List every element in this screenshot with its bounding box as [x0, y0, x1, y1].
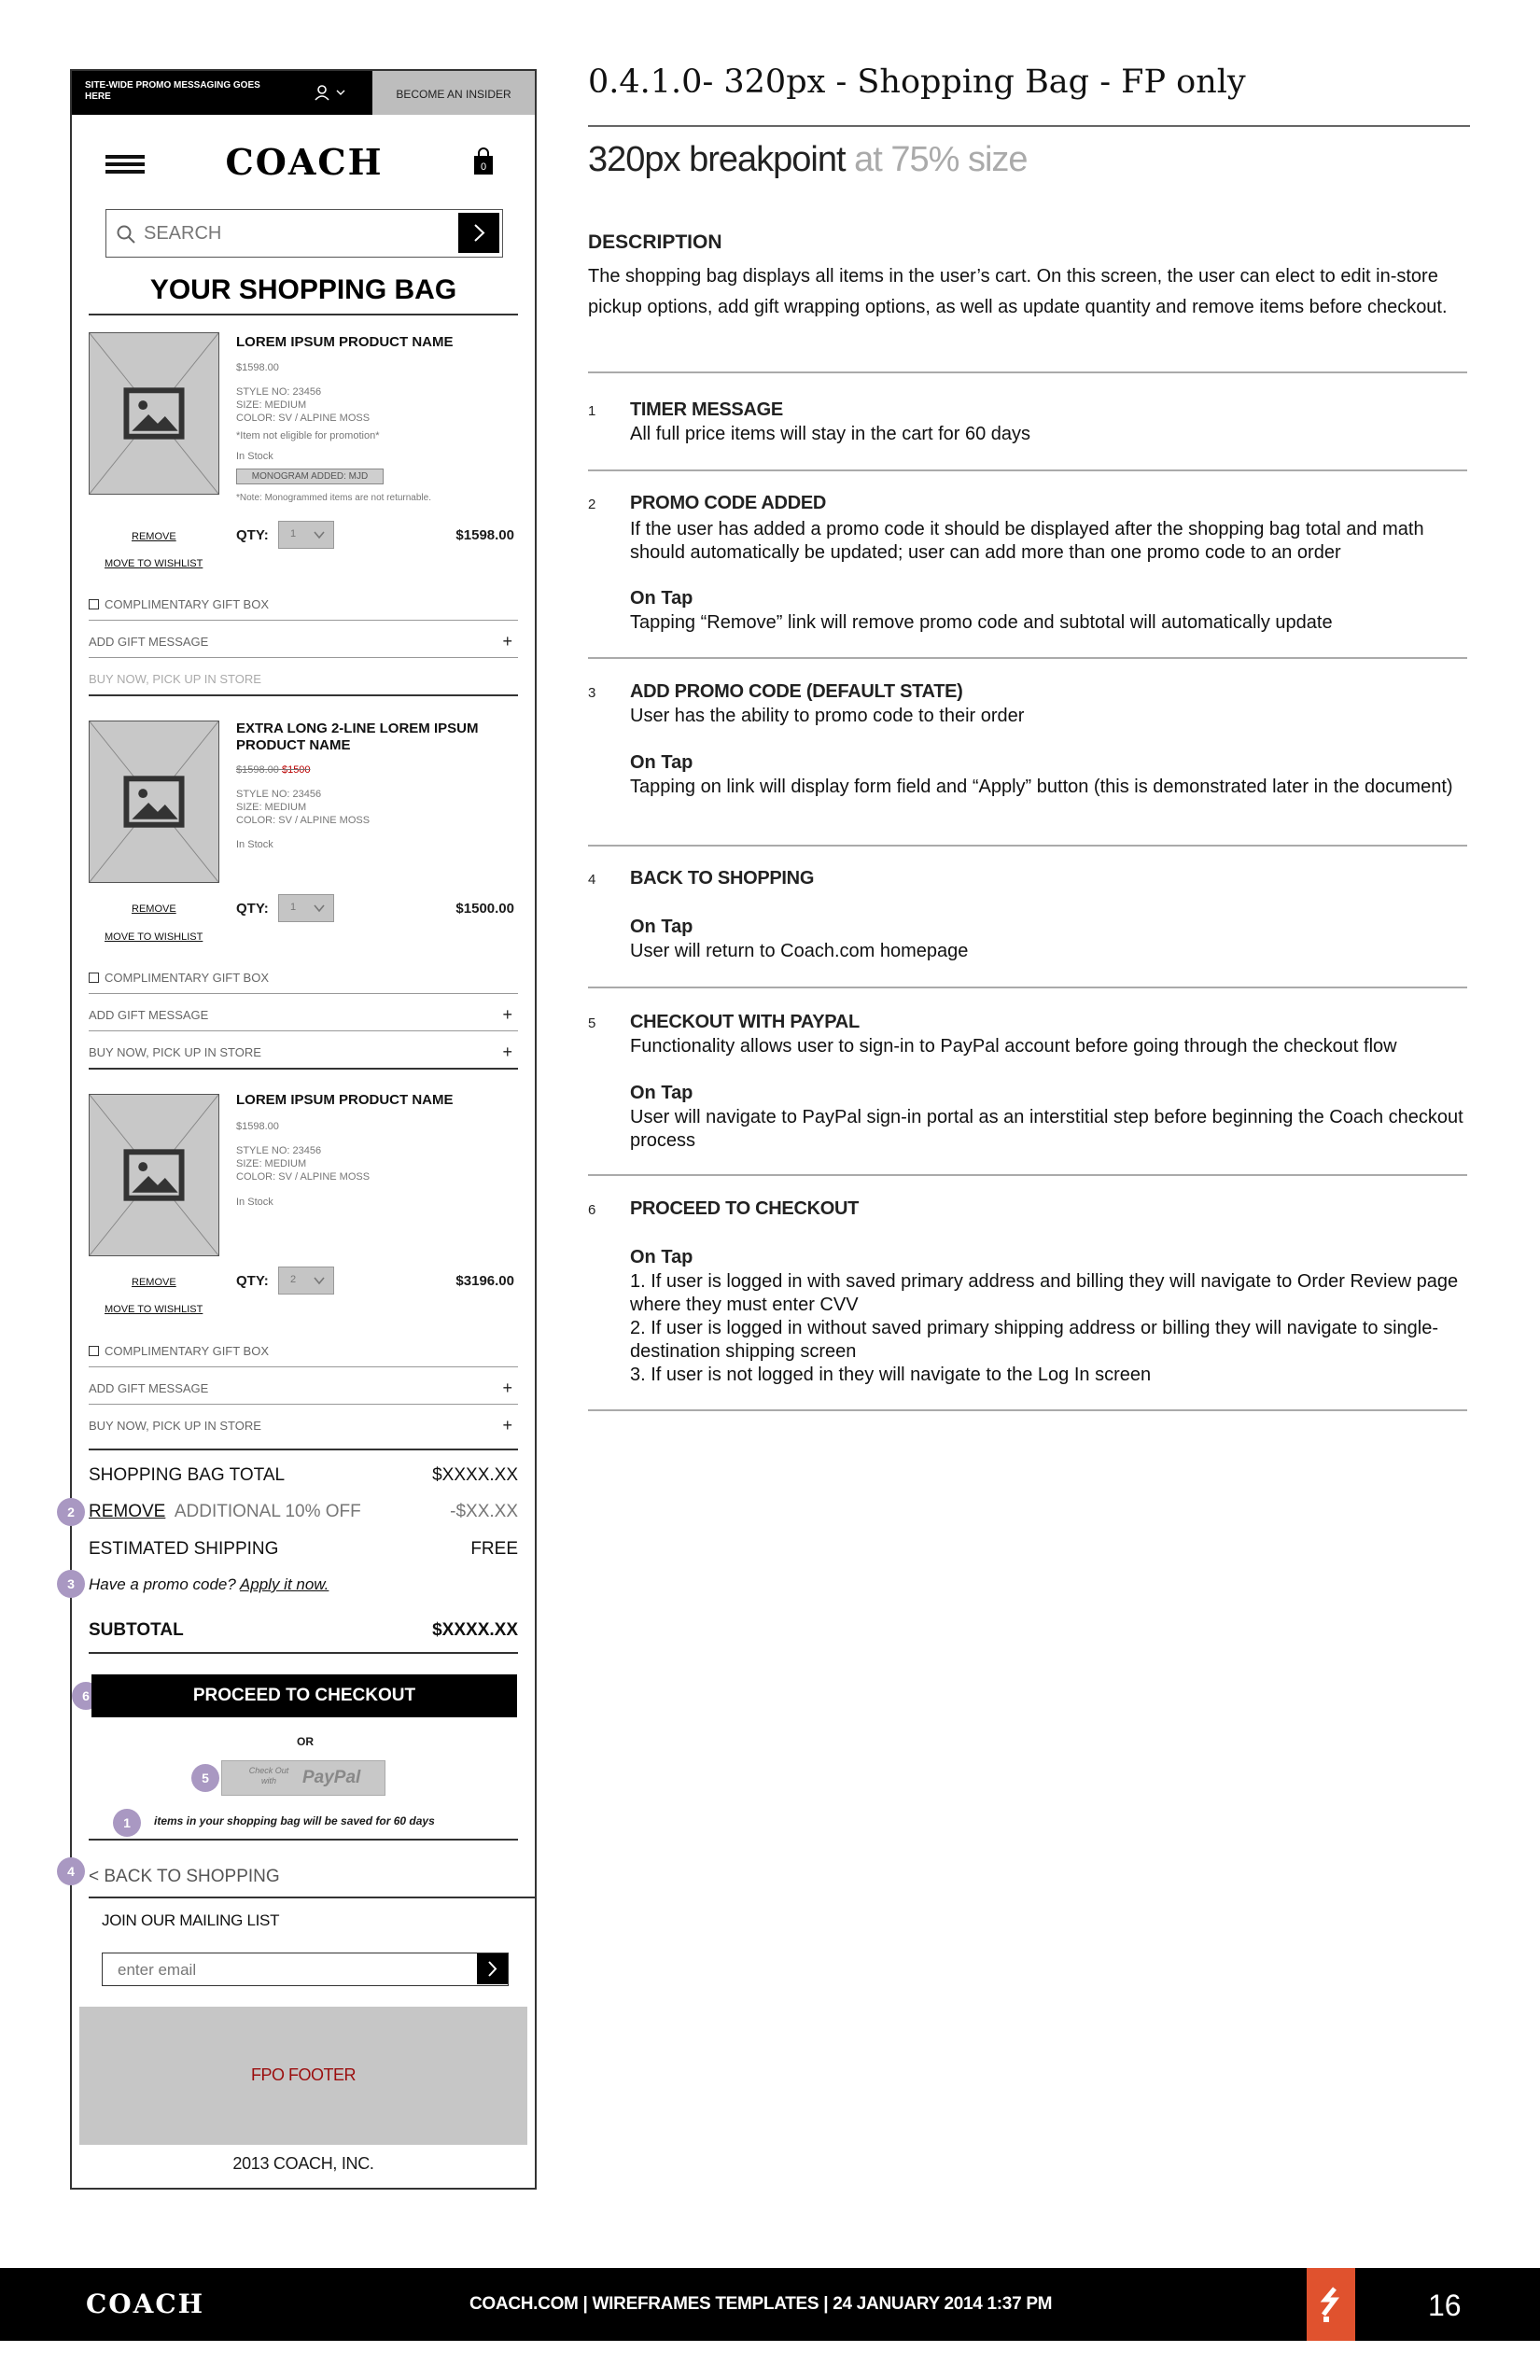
- product-size: SIZE: MEDIUM: [236, 399, 307, 411]
- bag-total-row: SHOPPING BAG TOTAL $XXXX.XX: [89, 1465, 518, 1485]
- product-color: COLOR: SV / ALPINE MOSS: [236, 413, 371, 424]
- hamburger-menu-icon[interactable]: [105, 155, 145, 177]
- account-icon[interactable]: [313, 82, 350, 105]
- on-tap-text: User will navigate to PayPal sign-in portal as an interstitial step before beginning the Coach checkout process: [630, 1107, 1463, 1151]
- on-tap-text: Tapping “Remove” link will remove promo code and subtotal will automatically update: [630, 612, 1333, 633]
- chevron-down-icon: [313, 1274, 326, 1287]
- gift-box-option[interactable]: COMPLIMENTARY GIFT BOX: [89, 1344, 518, 1358]
- callout-6: 6: [72, 1682, 100, 1710]
- apply-promo-link[interactable]: Apply it now.: [239, 1575, 329, 1593]
- or-divider: OR: [297, 1735, 314, 1748]
- line-total: $1500.00: [455, 901, 514, 917]
- product-size: SIZE: MEDIUM: [236, 802, 307, 813]
- shopping-bag-icon[interactable]: [473, 147, 494, 175]
- product-image[interactable]: [89, 721, 219, 883]
- pickup-in-store-row[interactable]: BUY NOW, PICK UP IN STORE +: [89, 1416, 512, 1435]
- coach-logo[interactable]: COACH: [225, 141, 384, 183]
- stock-status: In Stock: [236, 451, 273, 462]
- gift-box-checkbox[interactable]: [89, 973, 99, 983]
- plus-icon[interactable]: +: [502, 1005, 512, 1024]
- page-title: YOUR SHOPPING BAG: [149, 274, 457, 305]
- gift-box-checkbox[interactable]: [89, 1346, 99, 1356]
- remove-promo-link[interactable]: REMOVE: [89, 1502, 166, 1521]
- description-heading: DESCRIPTION: [588, 231, 722, 253]
- page-footer: [0, 2268, 1540, 2341]
- annotation-number: 4: [588, 872, 596, 888]
- promo-eligibility-note: *Item not eligible for promotion*: [236, 430, 380, 441]
- callout-2: 2: [57, 1498, 85, 1526]
- annotation-text: Functionality allows user to sign-in to PayPal account before going through the checkout flow: [630, 1036, 1397, 1057]
- qty-label: QTY:: [236, 527, 269, 543]
- quantity-select[interactable]: [278, 894, 334, 922]
- proceed-to-checkout-button[interactable]: PROCEED TO CHECKOUT: [91, 1674, 517, 1717]
- add-gift-message-row[interactable]: ADD GIFT MESSAGE +: [89, 1379, 512, 1397]
- annotation-number: 5: [588, 1015, 596, 1031]
- qty-label: QTY:: [236, 901, 269, 917]
- on-tap-heading: On Tap: [630, 1247, 693, 1267]
- annotation-heading: ADD PROMO CODE (DEFAULT STATE): [630, 681, 963, 702]
- annotation-text: User has the ability to promo code to their order: [630, 706, 1025, 726]
- add-gift-message-row[interactable]: ADD GIFT MESSAGE +: [89, 1005, 512, 1024]
- annotation-number: 2: [588, 497, 596, 512]
- page-number: 16: [1428, 2289, 1462, 2322]
- annotation-number: 6: [588, 1202, 596, 1218]
- product-sale-price: $1500: [281, 764, 311, 776]
- shipping-value: FREE: [470, 1539, 518, 1559]
- product-image[interactable]: [89, 1094, 219, 1256]
- chevron-down-icon: [313, 902, 326, 915]
- product-size: SIZE: MEDIUM: [236, 1158, 307, 1169]
- discount-value: -$XX.XX: [450, 1502, 518, 1521]
- on-tap-step: 1. If user is logged in with saved primary address and billing they will navigate to Order Review page where they must enter CVV: [630, 1271, 1459, 1315]
- fpo-footer: [79, 2007, 527, 2145]
- remove-item-link[interactable]: REMOVE: [132, 903, 176, 915]
- monogram-tag: MONOGRAM ADDED: MJD: [236, 469, 384, 484]
- quantity-value: 2: [290, 1274, 297, 1285]
- become-insider-button[interactable]: BECOME AN INSIDER: [372, 71, 535, 115]
- plus-icon[interactable]: +: [502, 1043, 512, 1061]
- phone-wireframe: [67, 69, 537, 2190]
- stock-status: In Stock: [236, 1197, 273, 1208]
- add-gift-message-row[interactable]: ADD GIFT MESSAGE +: [89, 632, 512, 651]
- fpo-footer-label: FPO FOOTER: [251, 2065, 356, 2084]
- on-tap-heading: On Tap: [630, 752, 693, 773]
- promo-message: SITE-WIDE PROMO MESSAGING GOES HERE: [85, 80, 260, 102]
- pickup-in-store-row[interactable]: BUY NOW, PICK UP IN STORE +: [89, 1043, 512, 1061]
- product-price: $1598.00: [236, 1121, 279, 1132]
- move-to-wishlist-link[interactable]: MOVE TO WISHLIST: [105, 558, 203, 569]
- gift-box-checkbox[interactable]: [89, 599, 99, 609]
- brand-mark-icon: [1307, 2268, 1355, 2341]
- move-to-wishlist-link[interactable]: MOVE TO WISHLIST: [105, 931, 203, 943]
- document-title: 0.4.1.0- 320px - Shopping Bag - FP only: [588, 63, 1246, 101]
- product-name[interactable]: LOREM IPSUM PRODUCT NAME: [236, 1092, 454, 1108]
- promo-bar: [72, 71, 535, 115]
- annotation-number: 3: [588, 685, 596, 701]
- subtotal-row: SUBTOTAL $XXXX.XX: [89, 1620, 518, 1640]
- annotation-text: If the user has added a promo code it should be displayed after the shopping bag total and math should automatically be updated; user can add more than one promo code to an order: [630, 519, 1424, 563]
- line-total: $1598.00: [455, 527, 514, 543]
- product-original-price: $1598.00 $1500: [236, 764, 311, 776]
- annotation-heading: PROMO CODE ADDED: [630, 493, 827, 513]
- move-to-wishlist-link[interactable]: MOVE TO WISHLIST: [105, 1304, 203, 1315]
- chevron-down-icon: [313, 528, 326, 541]
- search-icon: [116, 224, 136, 245]
- mailing-list-title: JOIN OUR MAILING LIST: [102, 1911, 280, 1929]
- line-total: $3196.00: [455, 1273, 514, 1289]
- pickup-in-store-row: BUY NOW, PICK UP IN STORE: [89, 672, 261, 686]
- callout-1: 1: [113, 1809, 141, 1837]
- bag-total-value: $XXXX.XX: [432, 1465, 518, 1485]
- timer-message: items in your shopping bag will be saved for 60 days: [154, 1814, 435, 1827]
- gift-box-option[interactable]: COMPLIMENTARY GIFT BOX: [89, 971, 518, 985]
- callout-5: 5: [191, 1764, 219, 1792]
- quantity-value: 1: [290, 902, 297, 913]
- quantity-value: 1: [290, 528, 297, 539]
- product-style: STYLE NO: 23456: [236, 386, 322, 398]
- callout-4: 4: [57, 1857, 85, 1885]
- on-tap-text: Tapping on link will display form field and “Apply” button (this is demonstrated later in the document): [630, 777, 1453, 797]
- on-tap-text: User will return to Coach.com homepage: [630, 941, 969, 961]
- annotation-number: 1: [588, 403, 596, 419]
- search-input[interactable]: [105, 209, 503, 258]
- copyright: 2013 COACH, INC.: [232, 2154, 374, 2173]
- product-price: $1598.00: [236, 362, 279, 373]
- monogram-note: *Note: Monogrammed items are not returnable.: [236, 493, 431, 503]
- product-color: COLOR: SV / ALPINE MOSS: [236, 1171, 371, 1183]
- product-image[interactable]: [89, 332, 219, 495]
- gift-box-option[interactable]: COMPLIMENTARY GIFT BOX: [89, 597, 518, 611]
- qty-label: QTY:: [236, 1273, 269, 1289]
- product-name[interactable]: LOREM IPSUM PRODUCT NAME: [236, 334, 454, 350]
- quantity-select[interactable]: [278, 521, 334, 549]
- annotation-heading: BACK TO SHOPPING: [630, 868, 815, 889]
- annotation-heading: CHECKOUT WITH PAYPAL: [630, 1012, 860, 1032]
- back-to-shopping-link[interactable]: < BACK TO SHOPPING: [89, 1867, 280, 1886]
- promo-discount-row: REMOVE ADDITIONAL 10% OFF -$XX.XX: [89, 1502, 518, 1521]
- callout-3: 3: [57, 1570, 85, 1598]
- breakpoint-label: 320px breakpoint at 75% size: [588, 140, 1028, 179]
- on-tap-step: 3. If user is not logged in they will navigate to the Log In screen: [630, 1365, 1152, 1385]
- product-style: STYLE NO: 23456: [236, 789, 322, 800]
- shipping-row: ESTIMATED SHIPPING FREE: [89, 1539, 518, 1559]
- annotation-heading: PROCEED TO CHECKOUT: [630, 1198, 860, 1219]
- product-name[interactable]: EXTRA LONG 2-LINE LOREM IPSUM PRODUCT NAME: [236, 721, 479, 753]
- product-color: COLOR: SV / ALPINE MOSS: [236, 815, 371, 826]
- promo-code-prompt: Have a promo code? Apply it now.: [89, 1575, 329, 1593]
- remove-item-link[interactable]: REMOVE: [132, 531, 176, 542]
- on-tap-heading: On Tap: [630, 1083, 693, 1103]
- plus-icon[interactable]: +: [502, 1379, 512, 1397]
- email-field[interactable]: [102, 1953, 509, 1986]
- on-tap-heading: On Tap: [630, 917, 693, 937]
- footer-coach-logo: COACH: [86, 2289, 205, 2319]
- on-tap-heading: On Tap: [630, 588, 693, 609]
- annotation-text: All full price items will stay in the cart for 60 days: [630, 424, 1031, 444]
- stock-status: In Stock: [236, 839, 273, 850]
- product-style: STYLE NO: 23456: [236, 1145, 322, 1156]
- plus-icon[interactable]: +: [502, 1416, 512, 1435]
- search-placeholder: SEARCH: [144, 223, 222, 244]
- footer-meta: COACH.COM | WIREFRAMES TEMPLATES | 24 JANUARY 2014 1:37 PM: [469, 2294, 1053, 2314]
- email-placeholder: enter email: [118, 1961, 197, 1979]
- description-text: The shopping bag displays all items in the user’s cart. On this screen, the user can elect to edit in-store pickup options, add gift wrapping options, as well as update quantity and remove items before checkout.: [588, 266, 1448, 317]
- remove-item-link[interactable]: REMOVE: [132, 1277, 176, 1288]
- footer-brand-badge: [1307, 2268, 1355, 2341]
- plus-icon[interactable]: +: [502, 632, 512, 651]
- bag-count: 0: [480, 161, 487, 173]
- quantity-select[interactable]: [278, 1267, 334, 1295]
- on-tap-step: 2. If user is logged in without saved primary shipping address or billing they will navigate to single-destination shipping screen: [630, 1318, 1439, 1362]
- annotation-heading: TIMER MESSAGE: [630, 399, 783, 420]
- search-submit-button[interactable]: [458, 213, 499, 253]
- subtotal-value: $XXXX.XX: [432, 1620, 518, 1640]
- email-submit-button[interactable]: [477, 1953, 508, 1984]
- paypal-logo: PayPal: [302, 1768, 361, 1787]
- paypal-checkout-button[interactable]: Check Out with PayPal: [221, 1760, 385, 1796]
